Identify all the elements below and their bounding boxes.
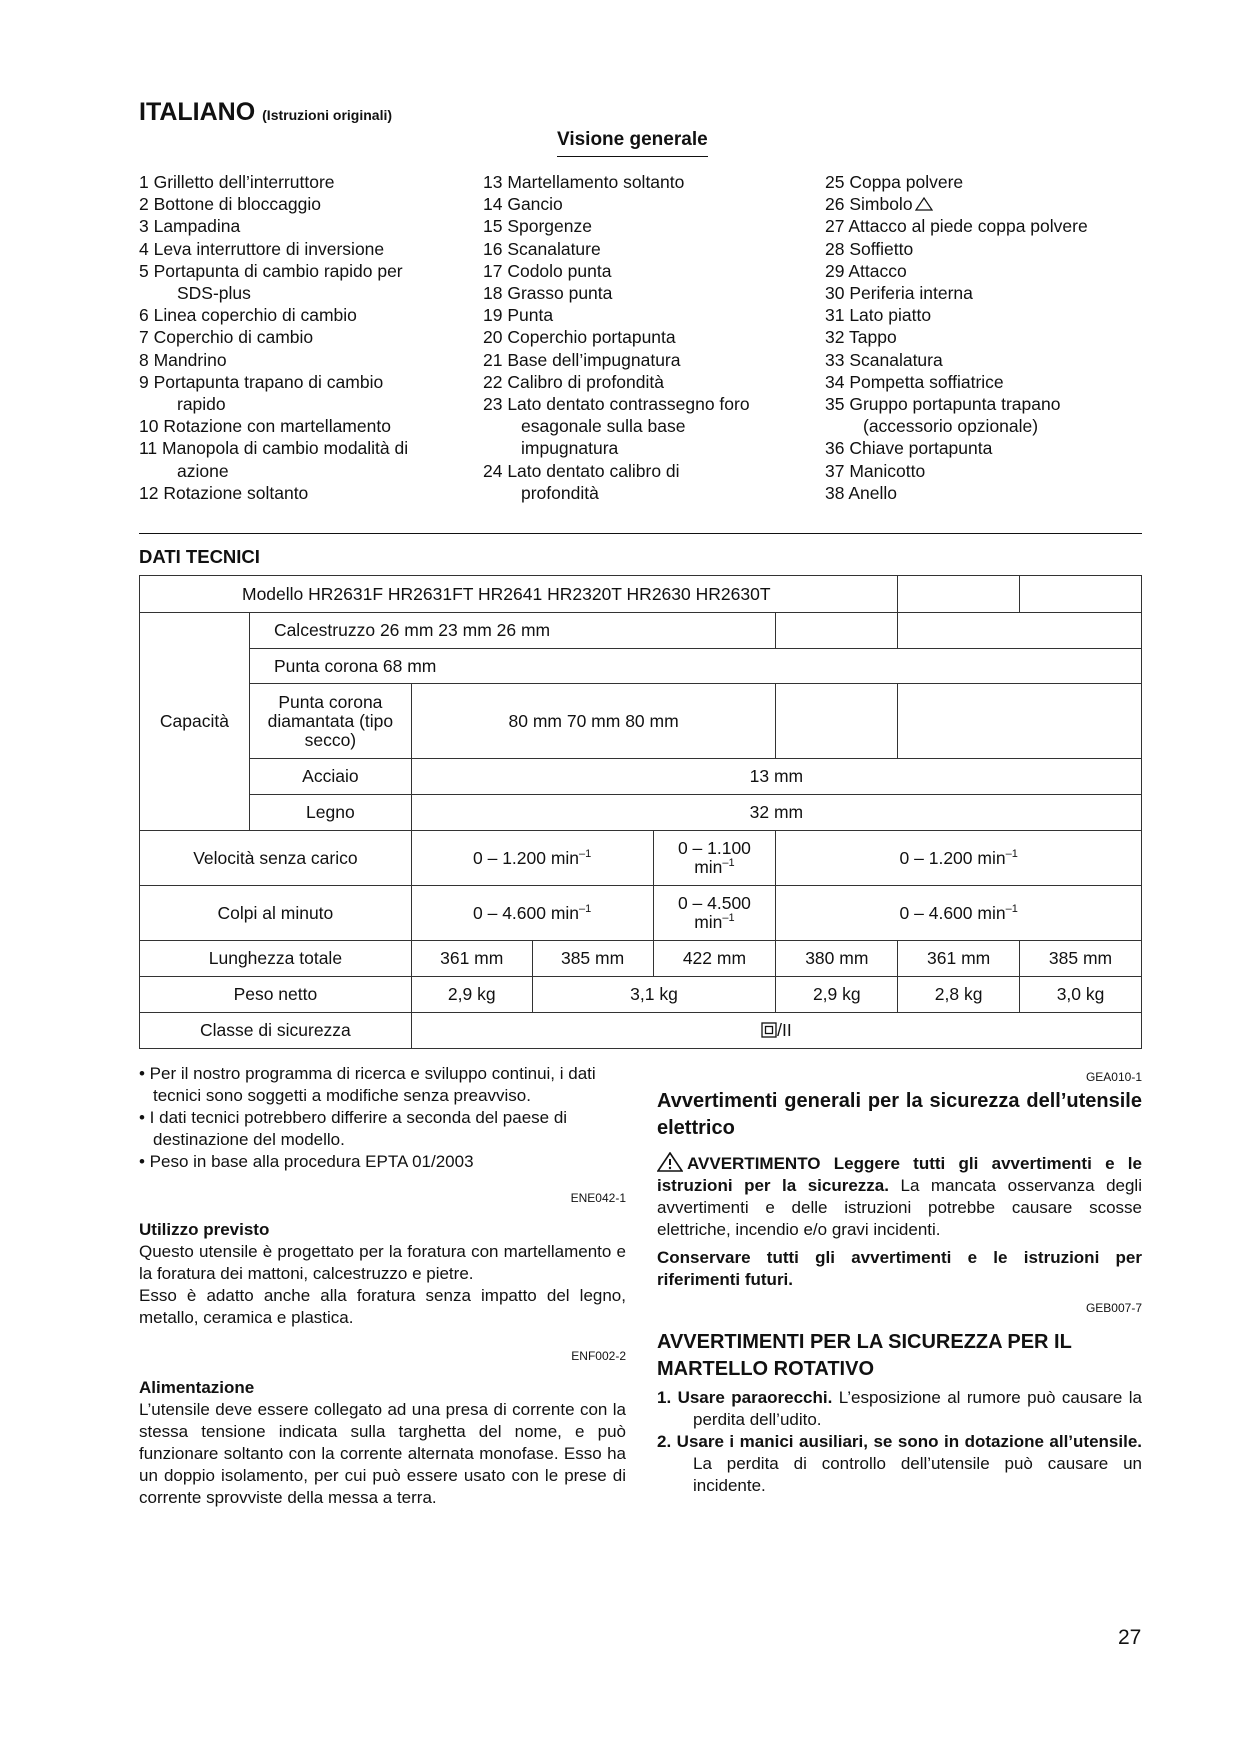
length-label: Lunghezza totale: [140, 941, 412, 977]
safety-label: Classe di sicurezza: [140, 1013, 412, 1049]
list-item: 2 Bottone di bloccaggio: [139, 194, 321, 215]
weight-value: 3,0 kg: [1020, 977, 1142, 1013]
list-item: 32 Tappo: [825, 327, 897, 348]
list-item: 24 Lato dentato calibro di: [483, 460, 680, 481]
list-item: 13 Martellamento soltanto: [483, 172, 685, 192]
model-row-cell: Modello HR2631F HR2631FT HR2641 HR2320T HR2630 HR2630T: [140, 576, 898, 613]
length-value: 380 mm: [776, 941, 898, 977]
double-insulation-icon: [761, 1022, 777, 1038]
wood-value: 32 mm: [411, 795, 1141, 831]
list-item: (accessorio opzionale): [863, 416, 1039, 437]
list-item: 22 Calibro di profondità: [483, 371, 664, 392]
list-item: 11 Manopola di cambio modalità di: [139, 438, 409, 459]
speed-label: Velocità senza carico: [140, 831, 412, 886]
concrete-cell: Calcestruzzo 26 mm 23 mm 26 mm: [249, 613, 775, 649]
weight-value: 2,9 kg: [411, 977, 532, 1013]
table-row: [140, 613, 1142, 649]
list-item: 7 Coperchio di cambio: [139, 327, 314, 348]
spec-notes: [139, 1063, 629, 1173]
table-row: [140, 941, 1142, 977]
list-item: esagonale sulla base: [521, 416, 686, 437]
length-value: 385 mm: [532, 941, 653, 977]
note-item: • I dati tecnici potrebbero differire a seconda del paese di destinazione del modello.: [139, 1108, 568, 1149]
table-cell: [898, 613, 1142, 649]
table-row: [140, 795, 1142, 831]
list-item: 6 Linea coperchio di cambio: [139, 305, 357, 326]
list-item: 18 Grasso punta: [483, 283, 613, 304]
list-item: 5 Portapunta di cambio rapido per: [139, 260, 403, 281]
length-value: 385 mm: [1020, 941, 1142, 977]
weight-value: 2,8 kg: [898, 977, 1020, 1013]
list-item: 19 Punta: [483, 305, 554, 326]
table-row: [140, 1013, 1142, 1049]
blows-b: 0 – 4.500 $\min^{-1}$: [653, 886, 776, 941]
list-item: 15 Sporgenze: [483, 216, 592, 237]
list-item: 3 Lampadina: [139, 216, 241, 237]
list-item: 36 Chiave portapunta: [825, 438, 993, 459]
doc-code: GEA010-1: [1085, 1070, 1142, 1084]
safety-value: /II: [411, 1013, 1141, 1049]
list-item: 1 Grilletto dell’interruttore: [139, 172, 335, 192]
doc-code: ENE042-1: [570, 1191, 626, 1205]
right-column: [657, 1066, 1142, 1497]
list-item: 35 Gruppo portapunta trapano: [825, 394, 1061, 415]
core-bit-cell: Punta corona 68 mm: [249, 649, 1141, 684]
capacity-label: Capacità: [140, 613, 250, 831]
keep-instructions: Conservare tutti gli avvertimenti e le istruzioni per riferimenti futuri.: [657, 1248, 1142, 1289]
list-item: 1. Usare paraorecchi. L’esposizione al rumore può causare la perdita dell’udito.: [657, 1388, 1142, 1429]
list-item: 25 Coppa polvere: [825, 172, 964, 192]
warning-icon: [657, 1152, 683, 1172]
table-cell: [776, 613, 898, 649]
list-item: 10 Rotazione con martellamento: [139, 416, 391, 437]
blows-c: 0 – 4.600 $\min^{-1}$: [776, 886, 1142, 941]
list-item: 9 Portapunta trapano di cambio: [139, 371, 384, 392]
list-item: rapido: [177, 394, 226, 415]
doc-code: ENF002-2: [571, 1349, 626, 1363]
weight-value: 3,1 kg: [532, 977, 776, 1013]
length-value: 422 mm: [653, 941, 776, 977]
list-item: 28 Soffietto: [825, 238, 914, 259]
blows-label: Colpi al minuto: [140, 886, 412, 941]
parts-list-col3: [825, 171, 1088, 504]
speed-b: 0 – 1.100 $\min^{-1}$: [653, 831, 776, 886]
parts-list-col1: [139, 171, 408, 504]
intended-use-heading: Utilizzo previsto: [139, 1220, 270, 1239]
triangle-symbol-icon: [915, 197, 933, 211]
overview-title: Visione generale: [557, 129, 708, 157]
list-item: 26 Simbolo: [825, 193, 1088, 215]
weight-value: 2,9 kg: [776, 977, 898, 1013]
speed-c: 0 – 1.200 $\min^{-1}$: [776, 831, 1142, 886]
table-row: [140, 684, 1142, 759]
table-row: [140, 977, 1142, 1013]
page-number: 27: [1118, 1626, 1142, 1649]
list-item: 8 Mandrino: [139, 349, 227, 370]
list-item: 29 Attacco: [825, 260, 907, 281]
steel-value: 13 mm: [411, 759, 1141, 795]
list-item: 33 Scanalatura: [825, 349, 943, 370]
specs-table: [139, 575, 1142, 1049]
list-item: 27 Attacco al piede coppa polvere: [825, 216, 1088, 237]
parts-list-col2: [483, 171, 750, 504]
list-item: impugnatura: [521, 438, 619, 459]
list-item: 20 Coperchio portapunta: [483, 327, 676, 348]
section-divider: [139, 533, 1142, 534]
language-note: (Istruzioni originali): [262, 107, 393, 123]
steel-label: Acciaio: [249, 759, 411, 795]
doc-code: GEB007-7: [1085, 1301, 1142, 1315]
speed-a: 0 – 1.200 $\min^{-1}$: [411, 831, 653, 886]
table-cell: [898, 684, 1142, 759]
list-item: 23 Lato dentato contrassegno foro: [483, 394, 750, 415]
list-item: 30 Periferia interna: [825, 283, 973, 304]
intended-use-text-2: Esso è adatto anche alla foratura senza impatto del legno, metallo, ceramica e plastica.: [139, 1286, 626, 1327]
intended-use-text: Questo utensile è progettato per la foratura con martellamento e la foratura dei mattoni, calcestruzzo e pietre.: [139, 1242, 626, 1283]
length-value: 361 mm: [411, 941, 532, 977]
table-cell: [1020, 576, 1142, 613]
blows-a: 0 – 4.600 $\min^{-1}$: [411, 886, 653, 941]
diamond-label: Punta corona diamantata (tipo secco): [249, 684, 411, 759]
weight-label: Peso netto: [140, 977, 412, 1013]
general-warnings-heading: Avvertimenti generali per la sicurezza dell’utensile elettrico: [657, 1090, 1142, 1139]
table-row: [140, 886, 1142, 941]
list-item: 14 Gancio: [483, 194, 563, 215]
list-item: 4 Leva interruttore di inversione: [139, 238, 385, 259]
list-item: profondità: [521, 482, 599, 503]
note-item: • Per il nostro programma di ricerca e sviluppo continui, i dati tecnici sono soggetti a modifiche senza preavviso.: [139, 1064, 596, 1105]
list-item: 34 Pompetta soffiatrice: [825, 371, 1004, 392]
language-title: ITALIANO: [139, 98, 256, 126]
table-cell: [898, 576, 1020, 613]
list-item: 12 Rotazione soltanto: [139, 482, 309, 503]
specs-title: DATI TECNICI: [139, 546, 260, 567]
hammer-warnings-heading: AVVERTIMENTI PER LA SICUREZZA PER IL MARTELLO ROTATIVO: [657, 1331, 1072, 1380]
power-supply-heading: Alimentazione: [139, 1378, 255, 1397]
table-row: [140, 759, 1142, 795]
power-supply-text: L’utensile deve essere collegato ad una presa di corrente con la stessa tensione indicata sulla targhetta del nome, e può funzionare soltanto con la corrente alternata monofase. Esso ha un doppio isolamento, per cui può essere usato con le prese di corrente sprovviste della messa a terra.: [139, 1400, 626, 1507]
diamond-values: 80 mm 70 mm 80 mm: [411, 684, 776, 759]
list-item: 2. Usare i manici ausiliari, se sono in dotazione all’utensile. La perdita di controllo dell’utensile può causare un incidente.: [657, 1432, 1142, 1495]
list-item: 17 Codolo punta: [483, 260, 612, 281]
list-item: 38 Anello: [825, 482, 898, 503]
table-cell: [776, 684, 898, 759]
warning-paragraph: AVVERTIMENTO Leggere tutti gli avvertimenti e le istruzioni per la sicurezza. La mancata osservanza degli avvertimenti e delle istruzioni potrebbe causare scosse elettriche, incendio e/o gravi incidenti.: [657, 1154, 1142, 1239]
list-item: 37 Manicotto: [825, 460, 926, 481]
list-item: SDS-plus: [177, 283, 251, 304]
list-item: azione: [177, 460, 229, 481]
table-row: [140, 576, 1142, 613]
left-column: [139, 1187, 626, 1509]
table-row: [140, 649, 1142, 684]
language-heading: [139, 98, 392, 127]
list-item: 16 Scanalature: [483, 238, 601, 259]
wood-label: Legno: [249, 795, 411, 831]
length-value: 361 mm: [898, 941, 1020, 977]
note-item: • Peso in base alla procedura EPTA 01/2003: [139, 1152, 474, 1171]
list-item: 31 Lato piatto: [825, 305, 932, 326]
table-row: [140, 831, 1142, 886]
list-item: 21 Base dell’impugnatura: [483, 349, 681, 370]
